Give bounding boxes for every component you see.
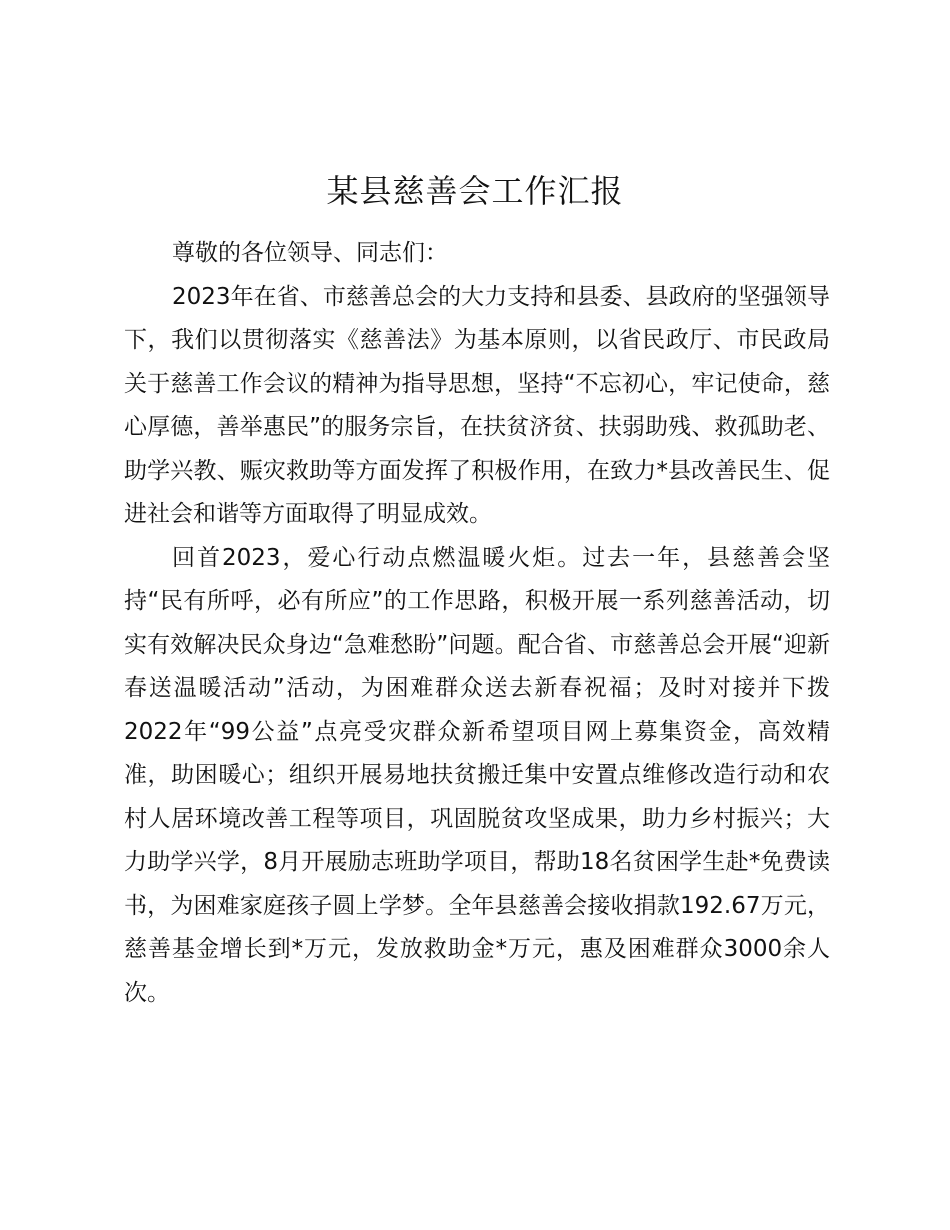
document-body [124, 232, 830, 1015]
paragraph-2: 回首2023，爱心行动点燃温暖火炬。过去一年，县慈善会坚持“民有所呼，必有所应”的工作思路，积极开展一系列慈善活动，切实有效解决民众身边“急难愁盼”问题。配合省、市慈善总会开展“迎新春送温暖活动”活动，为困难群众送去新春祝福；及时对接并下拨2022年“99公益”点亮受灾群众新希望项目网上募集资金，高效精准，助困暖心；组织开展易地扶贫搬迁集中安置点维修改造行动和农村人居环境改善工程等项目，巩固脱贫攻坚成果，助力乡村振兴；大力助学兴学，8月开展励志班助学项目，帮助18名贫困学生赴*免费读书，为困难家庭孩子圆上学梦。全年县慈善会接收捐款192.67万元，慈善基金增长到*万元，发放救助金*万元，惠及困难群众3000余人次。 [124, 544, 830, 1006]
document-title: 某县慈善会工作汇报 [326, 172, 624, 210]
greeting: 尊敬的各位领导、同志们： [172, 240, 448, 266]
paragraph-1: 2023年在省、市慈善总会的大力支持和县委、县政府的坚强领导下，我们以贯彻落实《慈善法》为基本原则，以省民政厅、市民政局关于慈善工作会议的精神为指导思想，坚持“不忘初心，牢记使命，慈心厚德，善举惠民”的服务宗旨，在扶贫济贫、扶弱助残、救孤助老、助学兴教、赈灾救助等方面发挥了积极作用，在致力*县改善民生、促进社会和谐等方面取得了明显成效。 [124, 283, 830, 527]
